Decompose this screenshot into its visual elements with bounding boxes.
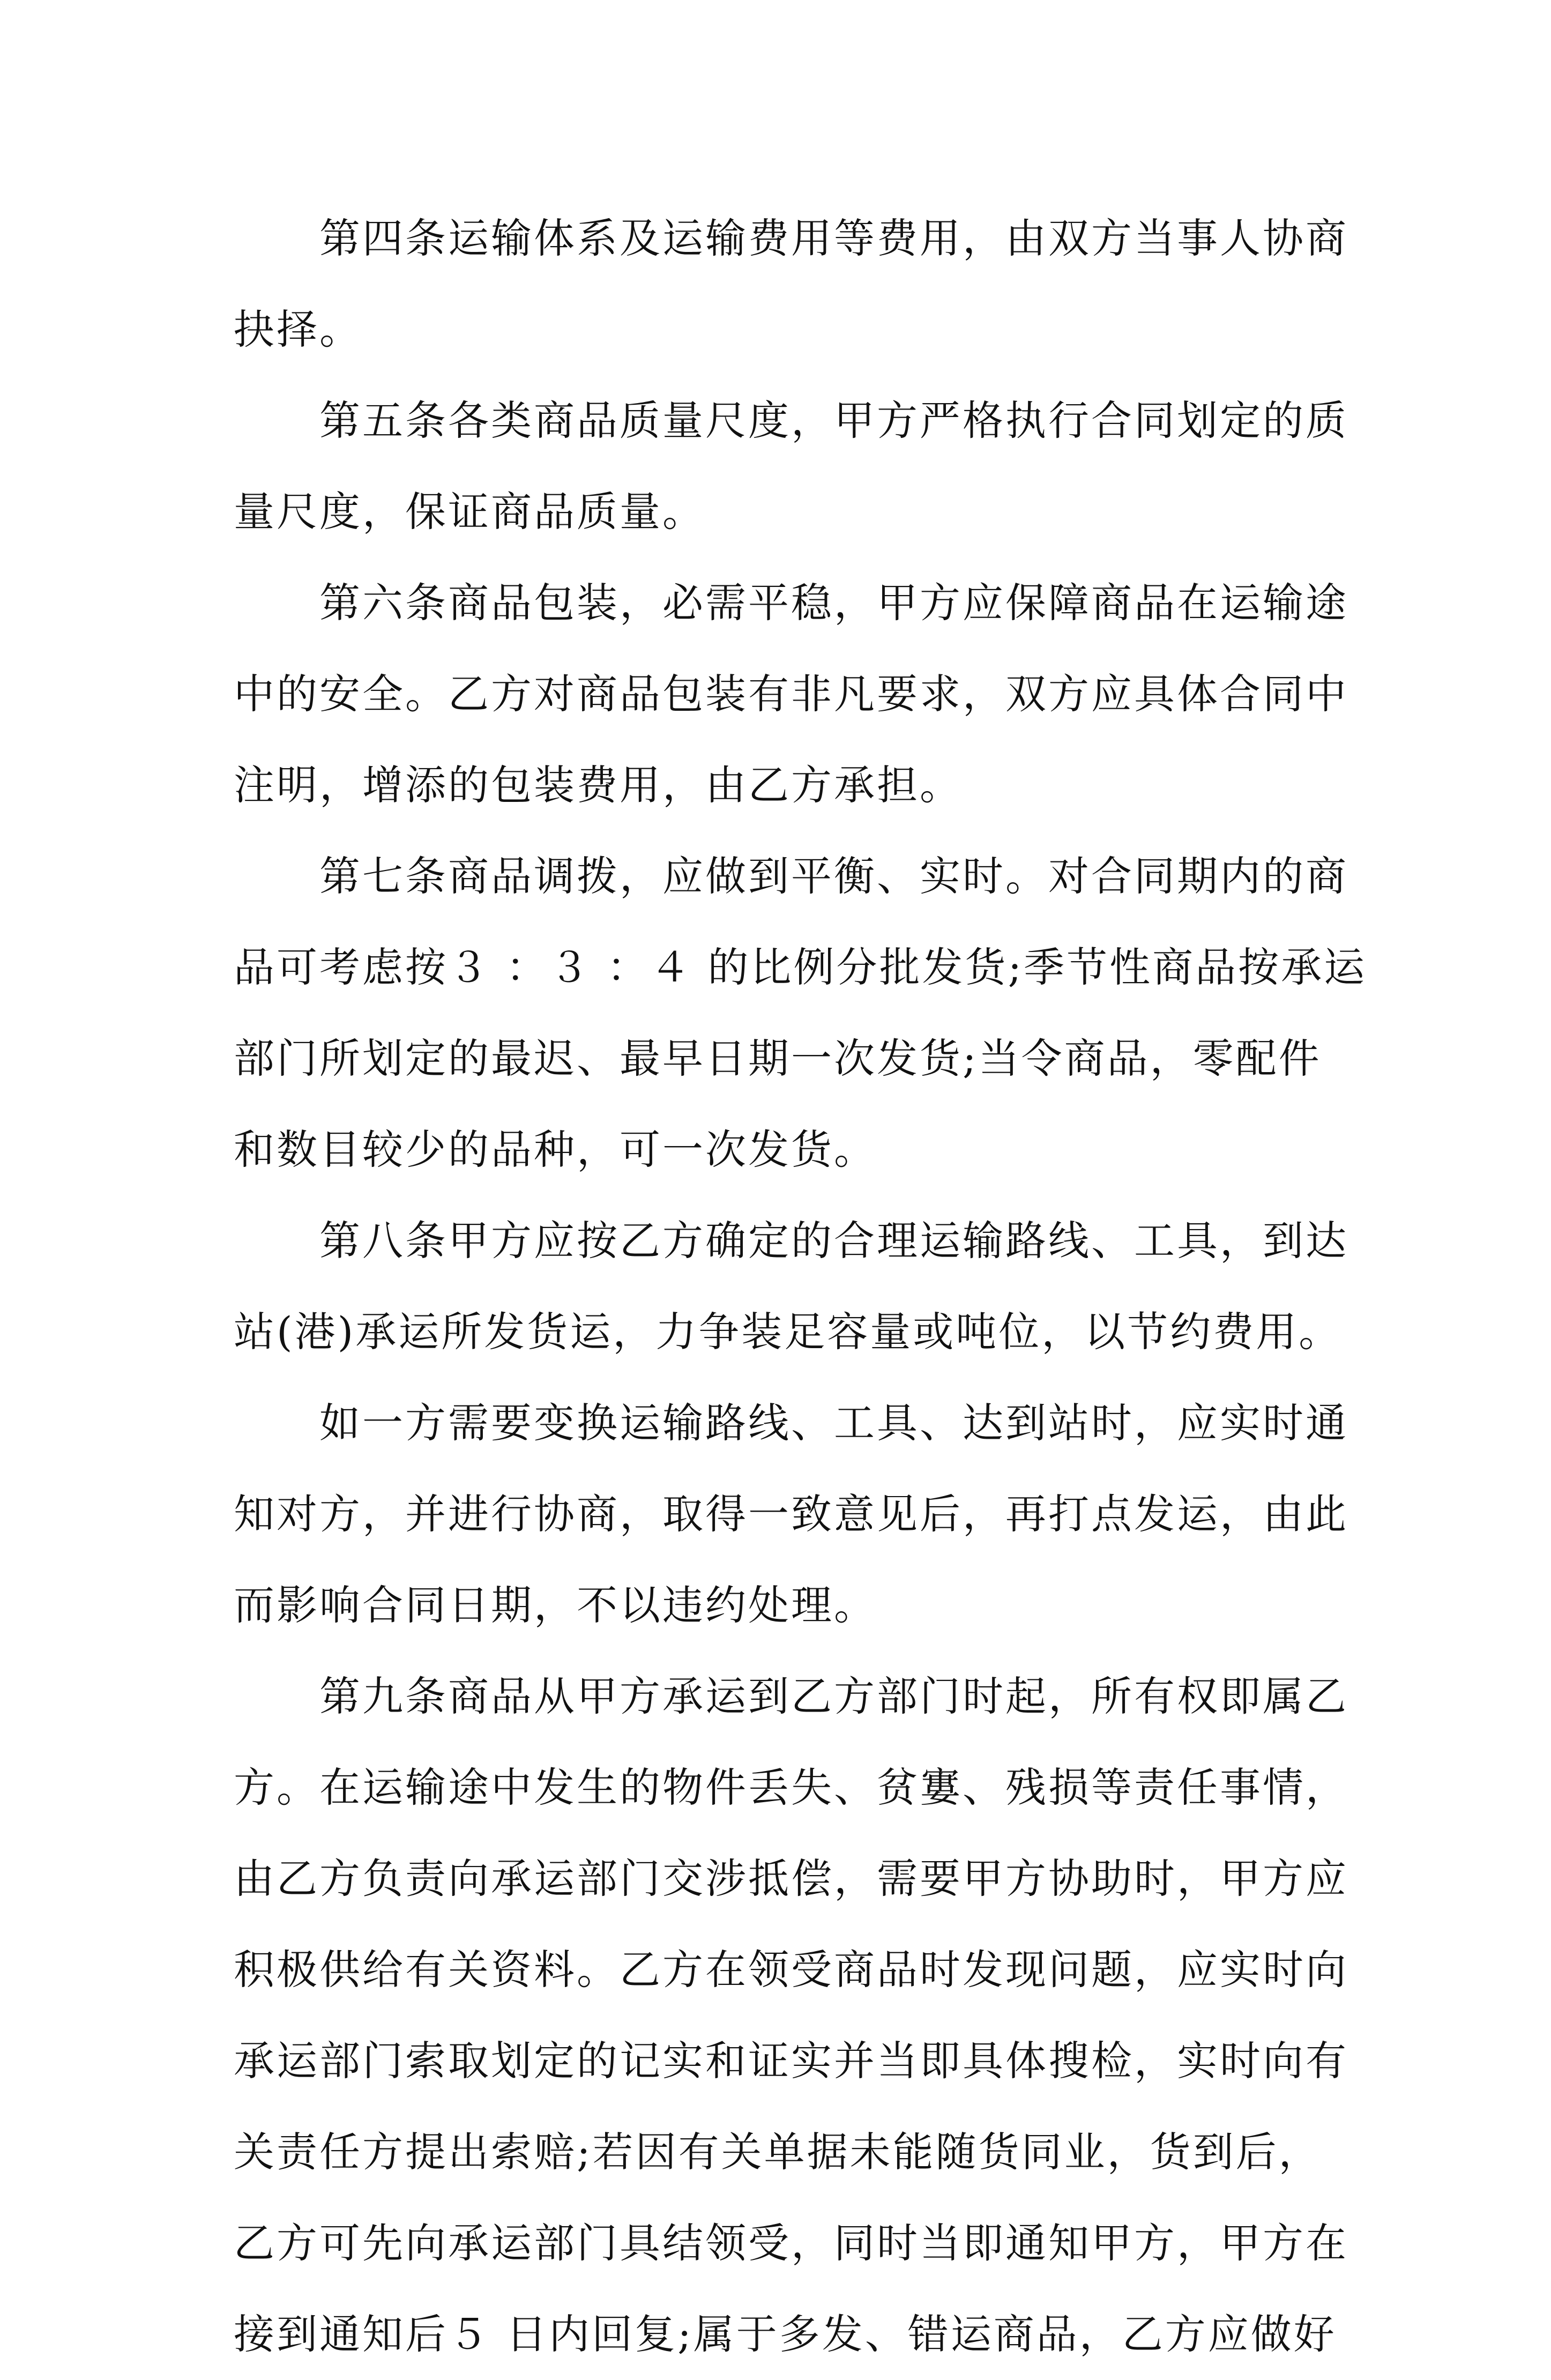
- paragraph-line: 注明，增添的包装费用，由乙方承担。: [234, 761, 963, 809]
- paragraph-line: 抉择。: [234, 306, 362, 353]
- paragraph-line: 第七条商品调拨，应做到平衡、实时。对合同期内的商: [319, 852, 1348, 900]
- paragraph-line: 部门所划定的最迟、最早日期一次发货;当令商品，零配件: [234, 1035, 1322, 1082]
- paragraph-line: 而影响合同日期，不以违约处理。: [234, 1581, 877, 1629]
- paragraph-line: 第八条甲方应按乙方确定的合理运输路线、工具，到达: [319, 1217, 1348, 1265]
- paragraph-line: 承运部门索取划定的记实和证实并当即具体搜检，实时向有: [234, 2037, 1348, 2085]
- paragraph-line: 积极供给有关资料。乙方在领受商品时发现问题，应实时向: [234, 1946, 1348, 1994]
- paragraph-line: 第九条商品从甲方承运到乙方部门时起，所有权即属乙: [319, 1672, 1348, 1720]
- paragraph-line: 由乙方负责向承运部门交涉抵偿，需要甲方协助时，甲方应: [234, 1855, 1348, 1902]
- paragraph-line: 品可考虑按３ ：３ ：４ 的比例分批发货;季节性商品按承运: [234, 943, 1367, 991]
- paragraph-line: 第五条各类商品质量尺度，甲方严格执行合同划定的质: [319, 397, 1348, 444]
- document-body: [234, 193, 1367, 2380]
- paragraph-line: 乙方可先向承运部门具结领受，同时当即通知甲方，甲方在: [234, 2219, 1348, 2267]
- paragraph-line: 和数目较少的品种，可一次发货。: [234, 1126, 877, 1173]
- paragraph-line: 中的安全。乙方对商品包装有非凡要求，双方应具体合同中: [234, 670, 1348, 718]
- paragraph-line: 第四条运输体系及运输费用等费用，由双方当事人协商: [319, 214, 1348, 262]
- paragraph-line: 关责任方提出索赔;若因有关单据未能随货同业，货到后，: [234, 2128, 1322, 2176]
- paragraph-line: 知对方，并进行协商，取得一致意见后，再打点发运，由此: [234, 1490, 1348, 1538]
- paragraph-line: 第六条商品包装，必需平稳，甲方应保障商品在运输途: [319, 579, 1348, 627]
- paragraph-line: 量尺度，保证商品质量。: [234, 488, 705, 536]
- paragraph-line: 方。在运输途中发生的物件丢失、贫寠、残损等责任事情，: [234, 1764, 1348, 1811]
- paragraph-line: 站(港)承运所发货运，力争装足容量或吨位，以节约费用。: [234, 1308, 1342, 1356]
- paragraph-line: 如一方需要变换运输路线、工具、达到站时，应实时通: [319, 1399, 1348, 1447]
- paragraph-line: 接到通知后５ 日内回复;属于多发、错运商品，乙方应做好: [234, 2310, 1337, 2358]
